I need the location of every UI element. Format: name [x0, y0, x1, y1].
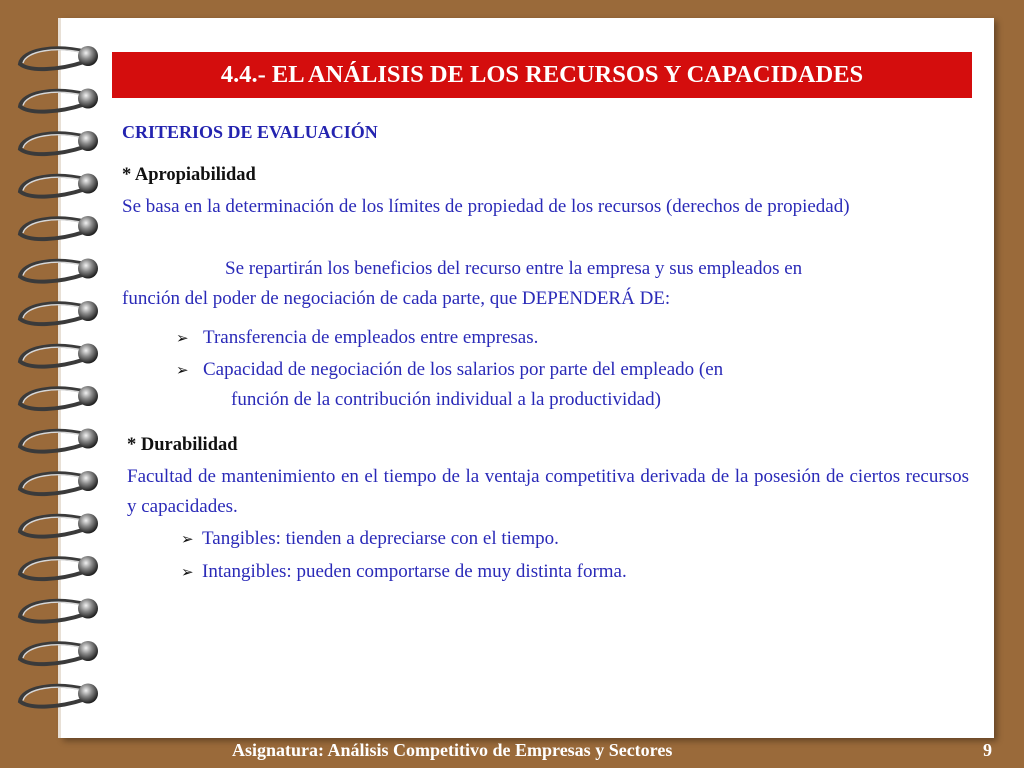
bullet-item: [181, 557, 627, 588]
appropriability-heading: * Apropiabilidad: [122, 165, 256, 185]
spiral-ring: [78, 46, 98, 66]
spiral-ring: [78, 344, 98, 364]
spiral-binding: [0, 0, 110, 740]
slide-title: 4.4.- EL ANÁLISIS DE LOS RECURSOS Y CAPACIDADES: [112, 52, 972, 98]
spiral-ring: [78, 174, 98, 194]
appropriability-paragraph-2-line-1: Se repartirán los beneficios del recurso entre la empresa y sus empleados en: [225, 258, 803, 279]
spiral-ring: [78, 514, 98, 534]
spiral-ring: [78, 556, 98, 576]
bullet-text: Tangibles: tienden a depreciarse con el tiempo.: [202, 528, 559, 549]
spiral-ring: [78, 386, 98, 406]
arrow-bullet-icon: ➢: [181, 532, 194, 548]
spiral-ring: [78, 599, 98, 619]
arrow-bullet-icon: ➢: [176, 363, 189, 379]
spiral-ring: [78, 131, 98, 151]
appropriability-paragraph-2-line-2: función del poder de negociación de cada parte, que DEPENDERÁ DE:: [122, 288, 671, 309]
spiral-ring: [78, 684, 98, 704]
appropriability-paragraph: Se basa en la determinación de los límites de propiedad de los recursos (derechos de propiedad): [122, 196, 850, 217]
bullet-text: Intangibles: pueden comportarse de muy distinta forma.: [202, 561, 627, 582]
bullet-item: [176, 323, 538, 354]
arrow-bullet-icon: ➢: [176, 331, 189, 347]
course-name: Asignatura: Análisis Competitivo de Empresas y Sectores: [232, 740, 673, 760]
bullet-continuation: función de la contribución individual a la productividad): [231, 389, 662, 410]
spiral-ring: [78, 259, 98, 279]
spiral-ring: [78, 429, 98, 449]
section-heading: CRITERIOS DE EVALUACIÓN: [122, 122, 378, 142]
durability-heading: * Durabilidad: [127, 435, 238, 455]
spiral-ring: [78, 301, 98, 321]
bullet-item: [176, 355, 723, 386]
spiral-ring: [78, 89, 98, 109]
bullet-item: [181, 524, 559, 555]
arrow-bullet-icon: ➢: [181, 565, 194, 581]
footer: [0, 736, 1024, 768]
bullet-text: Capacidad de negociación de los salarios por parte del empleado (en: [203, 359, 724, 380]
spiral-ring: [78, 471, 98, 491]
durability-paragraph: Facultad de mantenimiento en el tiempo de la ventaja competitiva derivada de la posesión de ciertos recursos y capacidades.: [127, 466, 969, 517]
spiral-ring: [78, 216, 98, 236]
bullet-text: Transferencia de empleados entre empresas.: [203, 327, 539, 348]
page-number: 9: [983, 740, 992, 760]
spiral-ring: [78, 641, 98, 661]
